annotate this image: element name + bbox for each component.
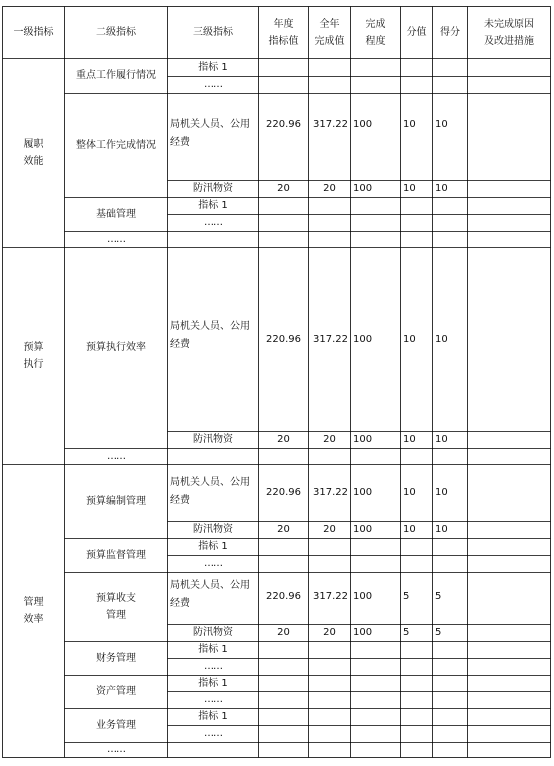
indicator-1: 指标 1	[198, 541, 228, 552]
header-level1: 一级指标	[13, 27, 54, 38]
annual-value: 220.96	[266, 487, 301, 498]
annual-value: 20	[277, 627, 290, 638]
ellipsis: ……	[204, 661, 222, 672]
indicator-staff-funding: 局机关人员、公用 经费	[170, 321, 250, 350]
full-year-value: 317.22	[313, 334, 348, 345]
annual-value: 220.96	[266, 119, 301, 130]
full-year-value: 317.22	[313, 119, 348, 130]
indicator-staff-funding: 局机关人员、公用 经费	[170, 580, 250, 609]
item-budget-income-expenditure: 预算收支 管理	[96, 593, 136, 621]
item-budget-preparation: 预算编制管理	[86, 495, 146, 507]
score: 10	[435, 434, 448, 445]
completion-degree: 100	[353, 591, 373, 602]
annual-value: 20	[277, 434, 290, 445]
indicator-1: 指标 1	[198, 200, 228, 211]
header-score-value: 分值	[406, 27, 427, 38]
indicator-staff-funding: 局机关人员、公用 经费	[170, 477, 250, 506]
score: 5	[435, 591, 442, 602]
item-asset-management: 资产管理	[96, 686, 136, 697]
score-value: 10	[403, 434, 416, 445]
indicator-1: 指标 1	[198, 677, 228, 689]
full-year-value: 317.22	[313, 487, 348, 498]
section-label-management-efficiency: 管理 效率	[23, 597, 44, 625]
score: 5	[435, 627, 442, 638]
indicator-staff-funding: 局机关人员、公用 经费	[170, 119, 250, 148]
indicator-flood-supplies: 防汛物资	[193, 627, 233, 638]
score: 10	[435, 119, 448, 130]
annual-value: 220.96	[266, 591, 301, 602]
completion-degree: 100	[353, 334, 373, 345]
completion-degree: 100	[353, 524, 373, 535]
ellipsis: ……	[204, 558, 222, 569]
score: 10	[435, 524, 448, 535]
score-value: 5	[403, 627, 410, 638]
item-business-management: 业务管理	[96, 719, 136, 731]
score-value: 5	[403, 591, 410, 602]
full-year-value: 317.22	[313, 591, 348, 602]
indicator-flood-supplies: 防汛物资	[193, 183, 233, 194]
item-overall-work: 整体工作完成情况	[76, 139, 156, 151]
completion-degree: 100	[353, 119, 373, 130]
item-basic-management: 基础管理	[96, 208, 136, 220]
header-score: 得分	[440, 27, 460, 38]
item-budget-supervision: 预算监督管理	[86, 549, 146, 561]
ellipsis: ……	[204, 694, 222, 705]
indicator-flood-supplies: 防汛物资	[193, 524, 233, 535]
score-value: 10	[403, 487, 416, 498]
ellipsis: ……	[204, 728, 222, 739]
score: 10	[435, 334, 448, 345]
full-year-value: 20	[323, 524, 336, 535]
ellipsis: ……	[204, 217, 222, 228]
completion-degree: 100	[353, 183, 373, 194]
ellipsis: ……	[107, 233, 125, 245]
item-budget-execution-efficiency: 预算执行效率	[86, 342, 146, 353]
header-annual-target: 年度 指标值	[268, 18, 299, 47]
header-completion-degree: 完成 程度	[365, 18, 386, 47]
section-label-budget-execution: 预算 执行	[23, 342, 44, 370]
ellipsis: ……	[204, 79, 222, 90]
indicator-flood-supplies: 防汛物资	[193, 434, 233, 445]
header-level2: 二级指标	[96, 27, 136, 38]
annual-value: 220.96	[266, 334, 301, 345]
ellipsis: ……	[107, 744, 125, 755]
score: 10	[435, 487, 448, 498]
item-finance-management: 财务管理	[96, 652, 136, 664]
header-full-year-actual: 全年 完成值	[314, 18, 345, 47]
completion-degree: 100	[353, 627, 373, 638]
item-key-work: 重点工作履行情况	[76, 70, 156, 81]
header-reasons-improvement: 未完成原因 及改进措施	[484, 18, 534, 47]
full-year-value: 20	[323, 434, 336, 445]
completion-degree: 100	[353, 487, 373, 498]
indicator-1: 指标 1	[198, 711, 228, 722]
indicator-1: 指标 1	[198, 61, 228, 73]
header-level3: 三级指标	[193, 27, 233, 38]
score-value: 10	[403, 119, 416, 130]
completion-degree: 100	[353, 434, 373, 445]
ellipsis: ……	[107, 450, 125, 462]
score-value: 10	[403, 524, 416, 535]
annual-value: 20	[277, 183, 290, 194]
score: 10	[435, 183, 448, 194]
full-year-value: 20	[323, 183, 336, 194]
section-label-duty-performance: 履职 效能	[23, 139, 44, 167]
score-value: 10	[403, 183, 416, 194]
full-year-value: 20	[323, 627, 336, 638]
annual-value: 20	[277, 524, 290, 535]
score-value: 10	[403, 334, 416, 345]
indicator-1: 指标 1	[198, 644, 228, 655]
